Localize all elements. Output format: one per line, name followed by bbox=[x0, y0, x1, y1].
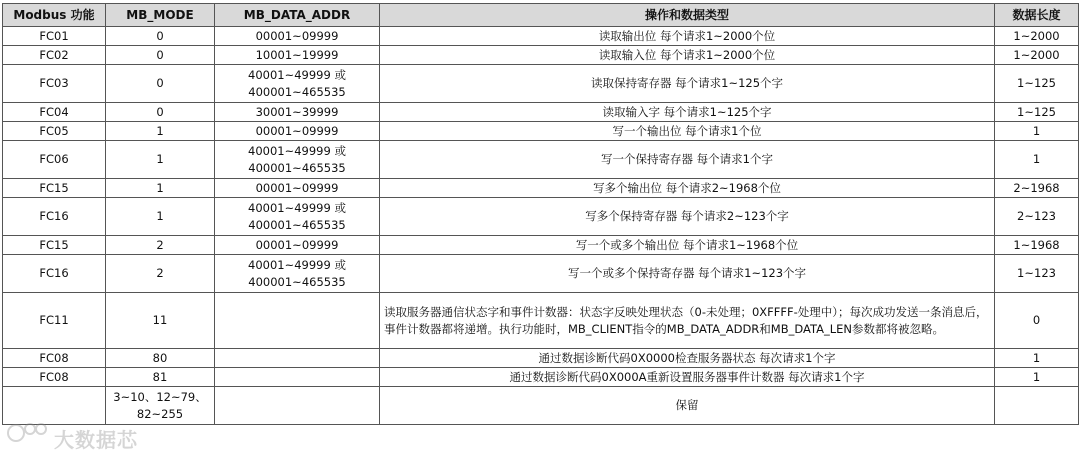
table-row bbox=[3, 387, 1079, 425]
cell-mb-data-addr: 00001~09999 bbox=[215, 122, 380, 141]
cell-operation: 写多个保持寄存器 每个请求2~123个字 bbox=[380, 198, 995, 236]
cell-mb-mode: 2 bbox=[106, 236, 215, 255]
cell-data-length: 1 bbox=[995, 349, 1079, 368]
cell-mb-mode: 0 bbox=[106, 103, 215, 122]
cell-data-length: 1~125 bbox=[995, 103, 1079, 122]
cell-operation: 读取输入位 每个请求1~2000个位 bbox=[380, 46, 995, 65]
cell-data-length: 1~1968 bbox=[995, 236, 1079, 255]
table-row bbox=[3, 255, 1079, 293]
cell-function-code: FC08 bbox=[3, 349, 106, 368]
table-row bbox=[3, 65, 1079, 103]
cell-mb-mode: 0 bbox=[106, 27, 215, 46]
header-data-length: 数据长度 bbox=[995, 4, 1079, 27]
table-row bbox=[3, 103, 1079, 122]
cell-function-code: FC04 bbox=[3, 103, 106, 122]
cell-function-code: FC01 bbox=[3, 27, 106, 46]
cell-function-code: FC11 bbox=[3, 293, 106, 349]
cell-mb-data-addr: 00001~09999 bbox=[215, 179, 380, 198]
table-row bbox=[3, 293, 1079, 349]
cell-operation: 通过数据诊断代码0X000A重新设置服务器事件计数器 每次请求1个字 bbox=[380, 368, 995, 387]
cell-data-length: 2~123 bbox=[995, 198, 1079, 236]
modbus-function-table bbox=[2, 3, 1079, 425]
cell-mb-data-addr: 40001~49999 或 400001~465535 bbox=[215, 141, 380, 179]
cell-operation: 写一个保持寄存器 每个请求1个字 bbox=[380, 141, 995, 179]
cell-function-code: FC16 bbox=[3, 198, 106, 236]
cell-mb-data-addr: 30001~39999 bbox=[215, 103, 380, 122]
cell-mb-mode: 1 bbox=[106, 141, 215, 179]
table-row bbox=[3, 179, 1079, 198]
cell-data-length: 1~123 bbox=[995, 255, 1079, 293]
cell-operation: 写一个或多个输出位 每个请求1~1968个位 bbox=[380, 236, 995, 255]
cell-function-code bbox=[3, 387, 106, 425]
header-mb-data-addr: MB_DATA_ADDR bbox=[215, 4, 380, 27]
cell-data-length: 1 bbox=[995, 122, 1079, 141]
cell-data-length: 2~1968 bbox=[995, 179, 1079, 198]
cell-mb-mode: 81 bbox=[106, 368, 215, 387]
table-row bbox=[3, 141, 1079, 179]
cell-operation: 读取输入字 每个请求1~125个字 bbox=[380, 103, 995, 122]
table-row bbox=[3, 46, 1079, 65]
cell-mb-mode: 80 bbox=[106, 349, 215, 368]
cell-mb-data-addr bbox=[215, 349, 380, 368]
table-header-row bbox=[3, 4, 1079, 27]
cell-mb-mode: 0 bbox=[106, 65, 215, 103]
cell-data-length bbox=[995, 387, 1079, 425]
cell-function-code: FC03 bbox=[3, 65, 106, 103]
cell-mb-mode: 1 bbox=[106, 179, 215, 198]
table-row bbox=[3, 198, 1079, 236]
header-operation-data-type: 操作和数据类型 bbox=[380, 4, 995, 27]
table-row bbox=[3, 27, 1079, 46]
cell-data-length: 1 bbox=[995, 141, 1079, 179]
cell-mb-data-addr bbox=[215, 368, 380, 387]
cell-data-length: 1~2000 bbox=[995, 46, 1079, 65]
cell-operation: 保留 bbox=[380, 387, 995, 425]
cell-function-code: FC15 bbox=[3, 236, 106, 255]
cell-mb-data-addr: 00001~09999 bbox=[215, 27, 380, 46]
cell-mb-data-addr: 40001~49999 或 400001~465535 bbox=[215, 255, 380, 293]
table-row bbox=[3, 349, 1079, 368]
watermark-text: 大数据芯 bbox=[54, 428, 138, 452]
header-mb-mode: MB_MODE bbox=[106, 4, 215, 27]
cell-mb-mode: 2 bbox=[106, 255, 215, 293]
cell-operation: 写一个输出位 每个请求1个位 bbox=[380, 122, 995, 141]
cell-function-code: FC08 bbox=[3, 368, 106, 387]
cell-operation: 写多个输出位 每个请求2~1968个位 bbox=[380, 179, 995, 198]
cell-mb-data-addr bbox=[215, 293, 380, 349]
cell-operation: 通过数据诊断代码0X0000检查服务器状态 每次请求1个字 bbox=[380, 349, 995, 368]
table-row bbox=[3, 368, 1079, 387]
cell-function-code: FC16 bbox=[3, 255, 106, 293]
cell-function-code: FC06 bbox=[3, 141, 106, 179]
cell-data-length: 1 bbox=[995, 368, 1079, 387]
cell-mb-mode: 3~10、12~79、 82~255 bbox=[106, 387, 215, 425]
table-row bbox=[3, 122, 1079, 141]
cell-mb-mode: 1 bbox=[106, 198, 215, 236]
cell-operation: 读取服务器通信状态字和事件计数器：状态字反映处理状态（0-未处理；0XFFFF-处理中）；每次成功发送一条消息后，事件计数器都将递增。执行功能时，MB_CLIENT指令的MB_DATA_ADDR和MB_DATA_LEN参数都将被忽略。 bbox=[380, 293, 995, 349]
cell-mb-data-addr: 40001~49999 或 400001~465535 bbox=[215, 65, 380, 103]
cell-data-length: 1~2000 bbox=[995, 27, 1079, 46]
header-modbus-function: Modbus 功能 bbox=[3, 4, 106, 27]
cell-operation: 读取输出位 每个请求1~2000个位 bbox=[380, 27, 995, 46]
table-row bbox=[3, 236, 1079, 255]
cell-mb-mode: 1 bbox=[106, 122, 215, 141]
cell-mb-data-addr bbox=[215, 387, 380, 425]
cell-data-length: 0 bbox=[995, 293, 1079, 349]
cell-function-code: FC15 bbox=[3, 179, 106, 198]
cell-mb-data-addr: 40001~49999 或 400001~465535 bbox=[215, 198, 380, 236]
cell-function-code: FC02 bbox=[3, 46, 106, 65]
cell-function-code: FC05 bbox=[3, 122, 106, 141]
cell-mb-mode: 0 bbox=[106, 46, 215, 65]
cell-mb-data-addr: 00001~09999 bbox=[215, 236, 380, 255]
cell-mb-mode: 11 bbox=[106, 293, 215, 349]
cell-data-length: 1~125 bbox=[995, 65, 1079, 103]
cell-mb-data-addr: 10001~19999 bbox=[215, 46, 380, 65]
cell-operation: 读取保持寄存器 每个请求1~125个字 bbox=[380, 65, 995, 103]
cell-operation: 写一个或多个保持寄存器 每个请求1~123个字 bbox=[380, 255, 995, 293]
